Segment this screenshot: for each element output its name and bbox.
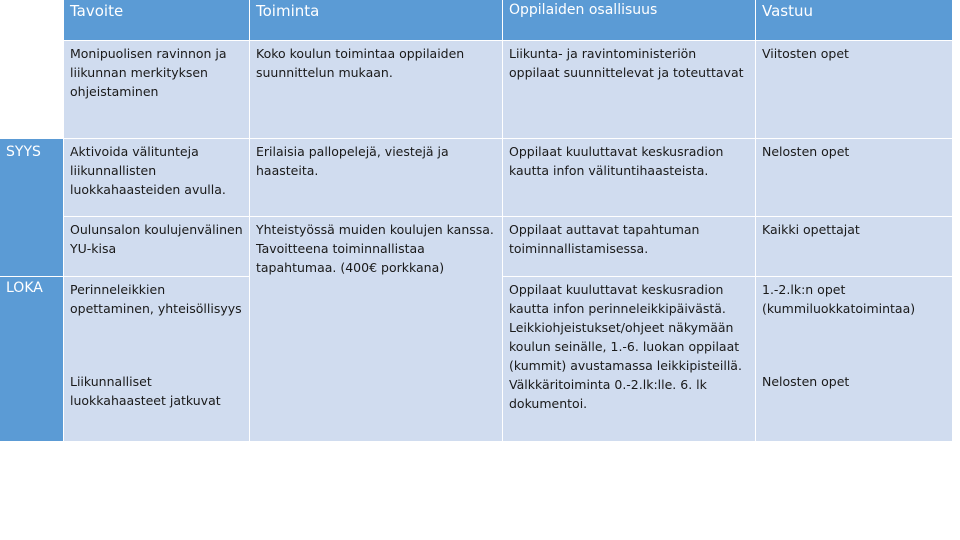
header-goal: Tavoite	[64, 0, 249, 40]
header-participation: Oppilaiden osallisuus	[503, 0, 755, 40]
row1-action: Koko koulun toimintaa oppilaiden suunnittelun mukaan.	[250, 41, 502, 138]
row1-participation: Liikunta- ja ravintoministeriön oppilaat suunnittelevat ja toteuttavat	[503, 41, 755, 138]
row3-action: Yhteistyössä muiden koulujen kanssa. Tavoitteena toiminnallistaa tapahtumaa. (400€ porkkana)	[250, 217, 502, 441]
row3-participation: Oppilaat auttavat tapahtuman toiminnallistamisessa.	[503, 217, 755, 276]
row4-goal: Perinneleikkien opettaminen, yhteisöllisyys	[64, 277, 249, 441]
row4-participation: Oppilaat kuuluttavat keskusradion kautta infon perinneleikkipäivästä. Leikkiohjeistukset/ohjeet näkymään koulun seinälle, 1.-6. luokan oppilaat (kummit) avustamassa leikkipisteillä. Välkkäritoiminta 0.-2.lk:lle. 6. lk dokumentoi.	[503, 277, 755, 441]
row4-responsible: 1.-2.lk:n opet (kummiluokkatoimintaa)	[756, 277, 952, 441]
month-label-oct: LOKA	[0, 277, 63, 441]
header-action: Toiminta	[250, 0, 502, 40]
row2-participation: Oppilaat kuuluttavat keskusradion kautta infon välituntihaasteista.	[503, 139, 755, 216]
row3-responsible: Kaikki opettajat	[756, 217, 952, 276]
row1-goal: Monipuolisen ravinnon ja liikunnan merkityksen ohjeistaminen	[64, 41, 249, 138]
month-cell-empty	[0, 41, 63, 138]
header-blank-cell	[0, 0, 63, 40]
header-responsible: Vastuu	[756, 0, 952, 40]
row2-goal: Aktivoida välitunteja liikunnallisten luokkahaasteiden avulla.	[64, 139, 249, 216]
row3-goal: Oulunsalon koulujenvälinen YU-kisa	[64, 217, 249, 276]
row2-responsible: Nelosten opet	[756, 139, 952, 216]
row5-responsible: Nelosten opet	[762, 374, 850, 389]
row5-goal: Liikunnalliset luokkahaasteet jatkuvat	[70, 374, 221, 408]
month-label-sep: SYYS	[0, 139, 63, 276]
row1-responsible: Viitosten opet	[756, 41, 952, 138]
row2-action: Erilaisia pallopelejä, viestejä ja haasteita.	[250, 139, 502, 216]
